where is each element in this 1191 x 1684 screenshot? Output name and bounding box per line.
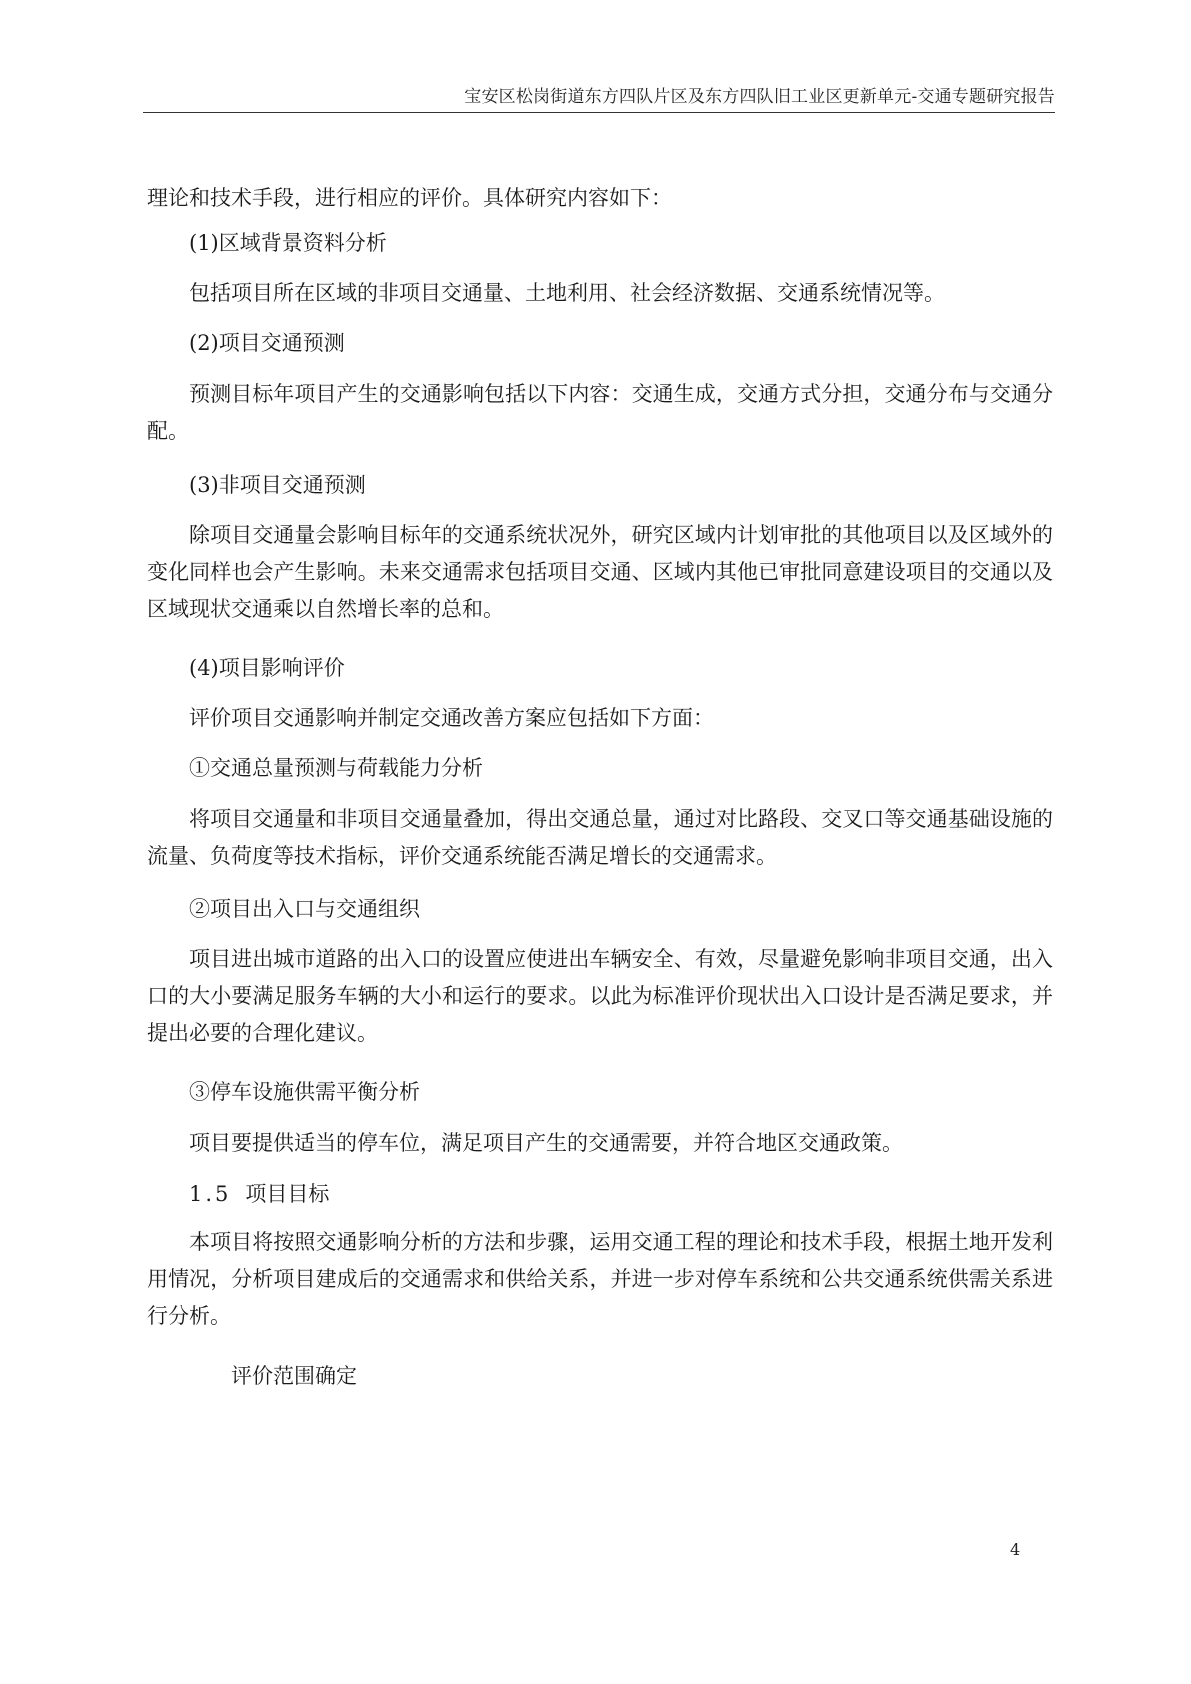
section-heading-1-5 xyxy=(189,1178,329,1208)
item-4-title: (4)项目影响评价 xyxy=(189,656,345,680)
item-4-text: 评价项目交通影响并制定交通改善方案应包括如下方面： xyxy=(189,706,714,730)
item-1-text: 包括项目所在区域的非项目交通量、土地利用、社会经济数据、交通系统情况等。 xyxy=(189,281,945,305)
circled-item-3-title: ③停车设施供需平衡分析 xyxy=(189,1080,420,1104)
item-3-title: (3)非项目交通预测 xyxy=(189,473,366,497)
circled-item-2-title: ②项目出入口与交通组织 xyxy=(189,897,420,921)
item-3-text: 除项目交通量会影响目标年的交通系统状况外，研究区域内计划审批的其他项目以及区域外的变化同样也会产生影响。未来交通需求包括项目交通、区域内其他已审批同意建设项目的交通以及区域现状交通乘以自然增长率的总和。 xyxy=(147,523,1053,621)
section-title: 项目目标 xyxy=(245,1182,330,1206)
item-2-title: (2)项目交通预测 xyxy=(189,331,345,355)
item-2-text: 预测目标年项目产生的交通影响包括以下内容：交通生成，交通方式分担，交通分布与交通分配。 xyxy=(147,382,1053,443)
circled-item-1-title: ①交通总量预测与荷载能力分析 xyxy=(189,756,483,780)
page-number: 4 xyxy=(1010,1540,1021,1559)
section-number: 1.5 xyxy=(189,1182,232,1206)
section-1-5-text: 本项目将按照交通影响分析的方法和步骤，运用交通工程的理论和技术手段，根据土地开发利用情况，分析项目建成后的交通需求和供给关系，并进一步对停车系统和公共交通系统供需关系进行分析。 xyxy=(147,1230,1053,1328)
circled-item-2-text: 项目进出城市道路的出入口的设置应使进出车辆安全、有效，尽量避免影响非项目交通，出入口的大小要满足服务车辆的大小和运行的要求。以此为标准评价现状出入口设计是否满足要求，并提出必要的合理化建议。 xyxy=(147,947,1053,1045)
paragraph-intro: 理论和技术手段，进行相应的评价。具体研究内容如下： xyxy=(147,186,672,210)
subsection-heading: 评价范围确定 xyxy=(231,1364,357,1388)
circled-item-1-text: 将项目交通量和非项目交通量叠加，得出交通总量，通过对比路段、交叉口等交通基础设施的流量、负荷度等技术指标，评价交通系统能否满足增长的交通需求。 xyxy=(147,807,1053,868)
page-header xyxy=(143,84,1055,113)
circled-item-3-text: 项目要提供适当的停车位，满足项目产生的交通需要，并符合地区交通政策。 xyxy=(189,1131,903,1155)
header-title: 宝安区松岗街道东方四队片区及东方四队旧工业区更新单元-交通专题研究报告 xyxy=(464,87,1055,107)
item-1-title: (1)区域背景资料分析 xyxy=(189,231,387,255)
